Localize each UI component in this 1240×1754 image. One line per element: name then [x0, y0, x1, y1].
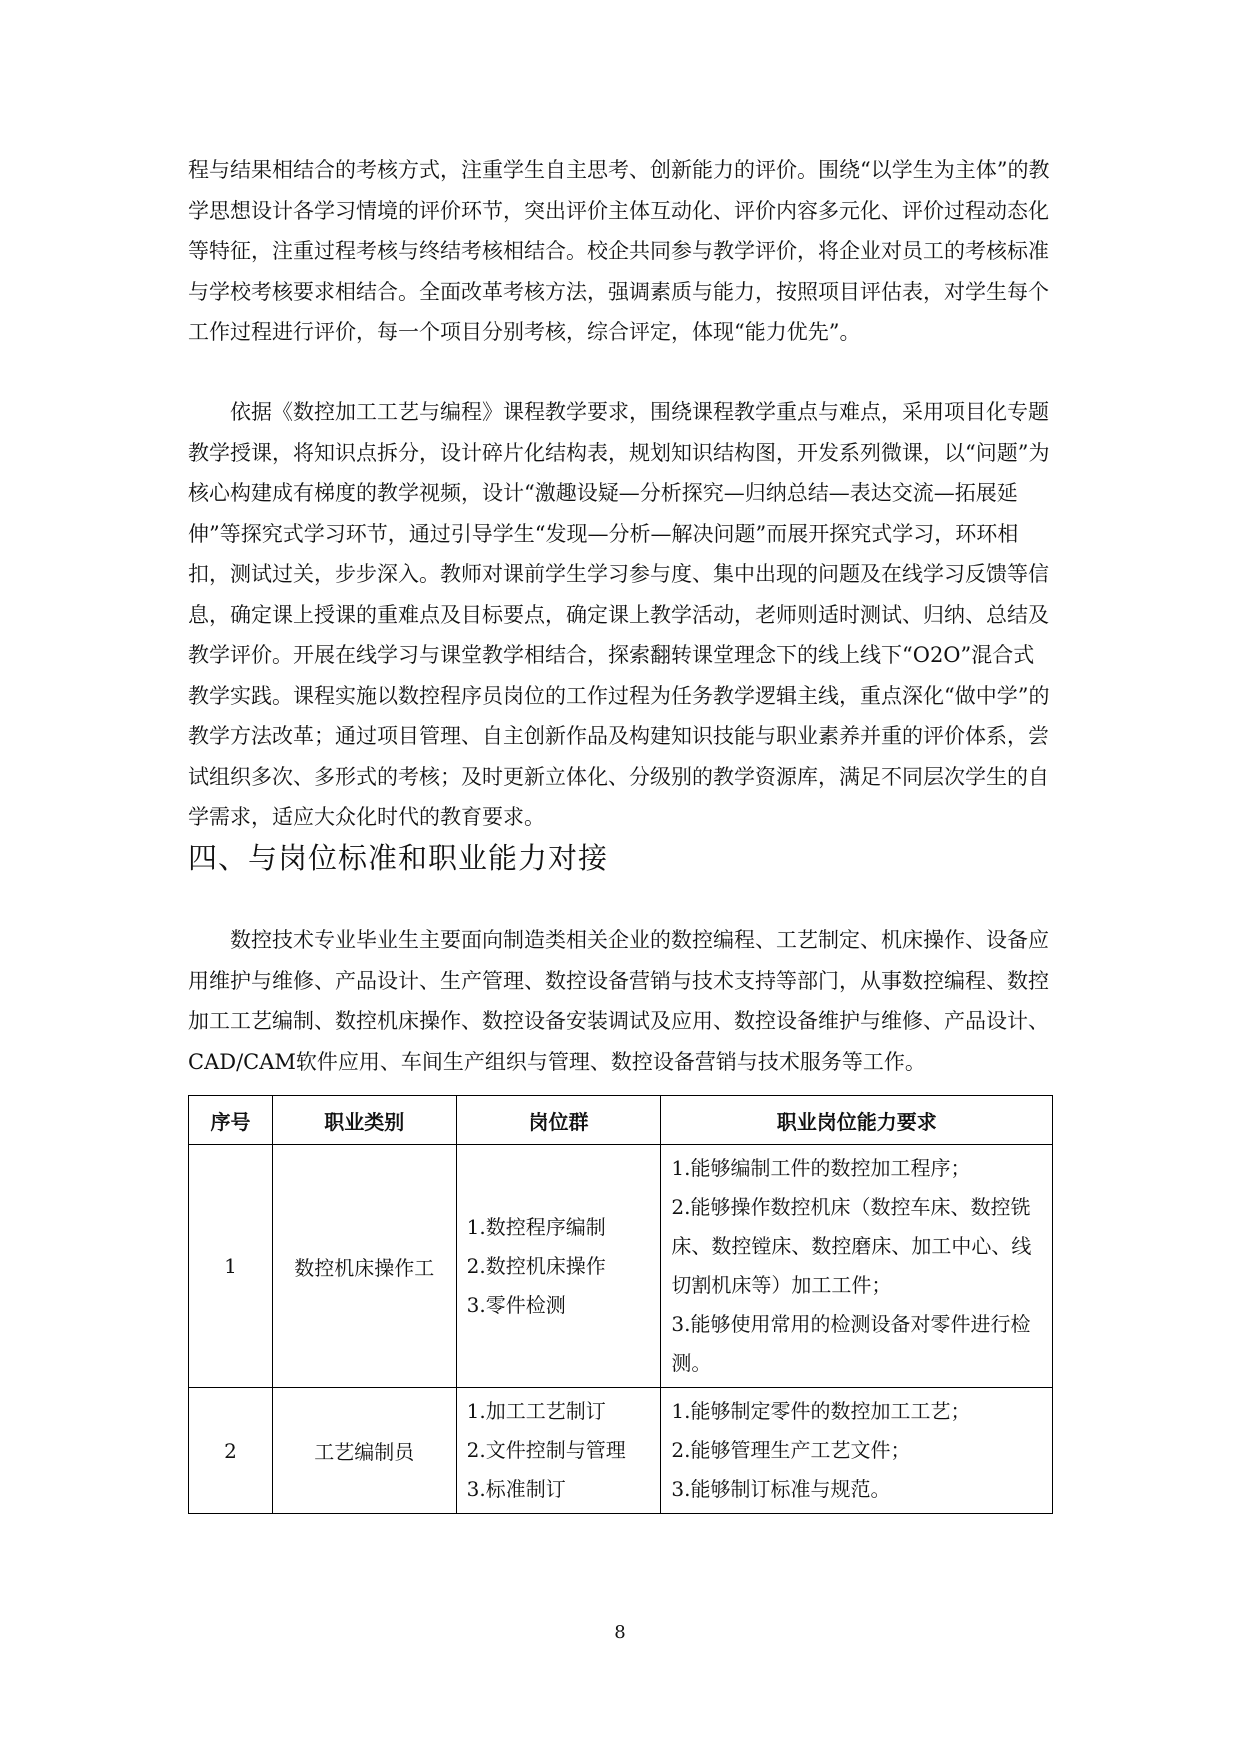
cell-category: 工艺编制员 [272, 1388, 456, 1514]
group-item: 3.零件检测 [466, 1292, 566, 1317]
cell-group [456, 1145, 661, 1388]
group-item: 1.加工工艺制订 [466, 1399, 606, 1423]
group-item: 1.数控程序编制 [466, 1214, 606, 1239]
section-heading: 四、与岗位标准和职业能力对接 [188, 841, 609, 875]
group-item: 2.数控机床操作 [466, 1253, 606, 1278]
paragraph-teaching-method: 依据《数控加工工艺与编程》课程教学要求，围绕课程教学重点与难点，采用项目化专题教学授课，将知识点拆分，设计碎片化结构表，规划知识结构图，开发系列微课，以“问题”为核心构建成有梯度的教学视频，设计“激趣设疑—分析探究—归纳总结—表达交流—拓展延伸”等探究式学习环节，通过引导学生“发现—分析—解决问题”而展开探究式学习，环环相扣，测试过关，步步深入。教师对课前学生学习参与度、集中出现的问题及在线学习反馈等信息，确定课上授课的重难点及目标要点，确定课上教学活动，老师则适时测试、归纳、总结及教学评价。开展在线学习与课堂教学相结合，探索翻转课堂理念下的线上线下“O2O”混合式教学实践。课程实施以数控程序员岗位的工作过程为任务教学逻辑主线，重点深化“做中学”的教学方法改革；通过项目管理、自主创新作品及构建知识技能与职业素养并重的评价体系，尝试组织多次、多形式的考核；及时更新立体化、分级别的教学资源库，满足不同层次学生的自学需求，适应大众化时代的教育要求。 [188, 400, 1050, 829]
cell-requirements [661, 1388, 1053, 1514]
cell-group [456, 1388, 661, 1514]
requirement-item: 1.能够制定零件的数控加工工艺； [671, 1399, 971, 1423]
group-item: 2.文件控制与管理 [466, 1438, 626, 1462]
header-group: 岗位群 [456, 1096, 661, 1145]
cell-requirements [661, 1145, 1053, 1388]
requirement-item: 2.能够操作数控机床（数控车床、数控铣床、数控镗床、数控磨床、加工中心、线切割机床等）加工工件； [671, 1195, 1032, 1297]
paragraph-assessment: 程与结果相结合的考核方式，注重学生自主思考、创新能力的评价。围绕“以学生为主体”的教学思想设计各学习情境的评价环节，突出评价主体互动化、评价内容多元化、评价过程动态化等特征，注重过程考核与终结考核相结合。校企共同参与教学评价，将企业对员工的考核标准与学校考核要求相结合。全面改革考核方法，强调素质与能力，按照项目评估表，对学生每个工作过程进行评价，每一个项目分别考核，综合评定，体现“能力优先”。 [188, 158, 1050, 344]
header-requirements: 职业岗位能力要求 [661, 1096, 1053, 1145]
cell-category: 数控机床操作工 [272, 1145, 456, 1388]
table-header-row [189, 1096, 1053, 1145]
cell-no: 1 [189, 1145, 273, 1388]
paragraph-career-direction: 数控技术专业毕业生主要面向制造类相关企业的数控编程、工艺制定、机床操作、设备应用维护与维修、产品设计、生产管理、数控设备营销与技术支持等部门，从事数控编程、数控加工工艺编制、数控机床操作、数控设备安装调试及应用、数控设备维护与维修、产品设计、CAD/CAM软件应用、车间生产组织与管理、数控设备营销与技术服务等工作。 [188, 928, 1049, 1074]
header-category: 职业类别 [272, 1096, 456, 1145]
group-item: 3.标准制订 [466, 1477, 566, 1501]
requirement-item: 3.能够使用常用的检测设备对零件进行检测。 [671, 1312, 1031, 1375]
table-row [189, 1388, 1053, 1514]
page-number: 8 [614, 1622, 626, 1643]
cell-no: 2 [189, 1388, 273, 1514]
requirement-item: 3.能够制订标准与规范。 [671, 1477, 891, 1501]
job-requirements-table [188, 1095, 1053, 1514]
requirement-item: 2.能够管理生产工艺文件； [671, 1438, 911, 1462]
requirement-item: 1.能够编制工件的数控加工程序； [671, 1156, 971, 1180]
header-no: 序号 [189, 1096, 273, 1145]
table-row [189, 1145, 1053, 1388]
